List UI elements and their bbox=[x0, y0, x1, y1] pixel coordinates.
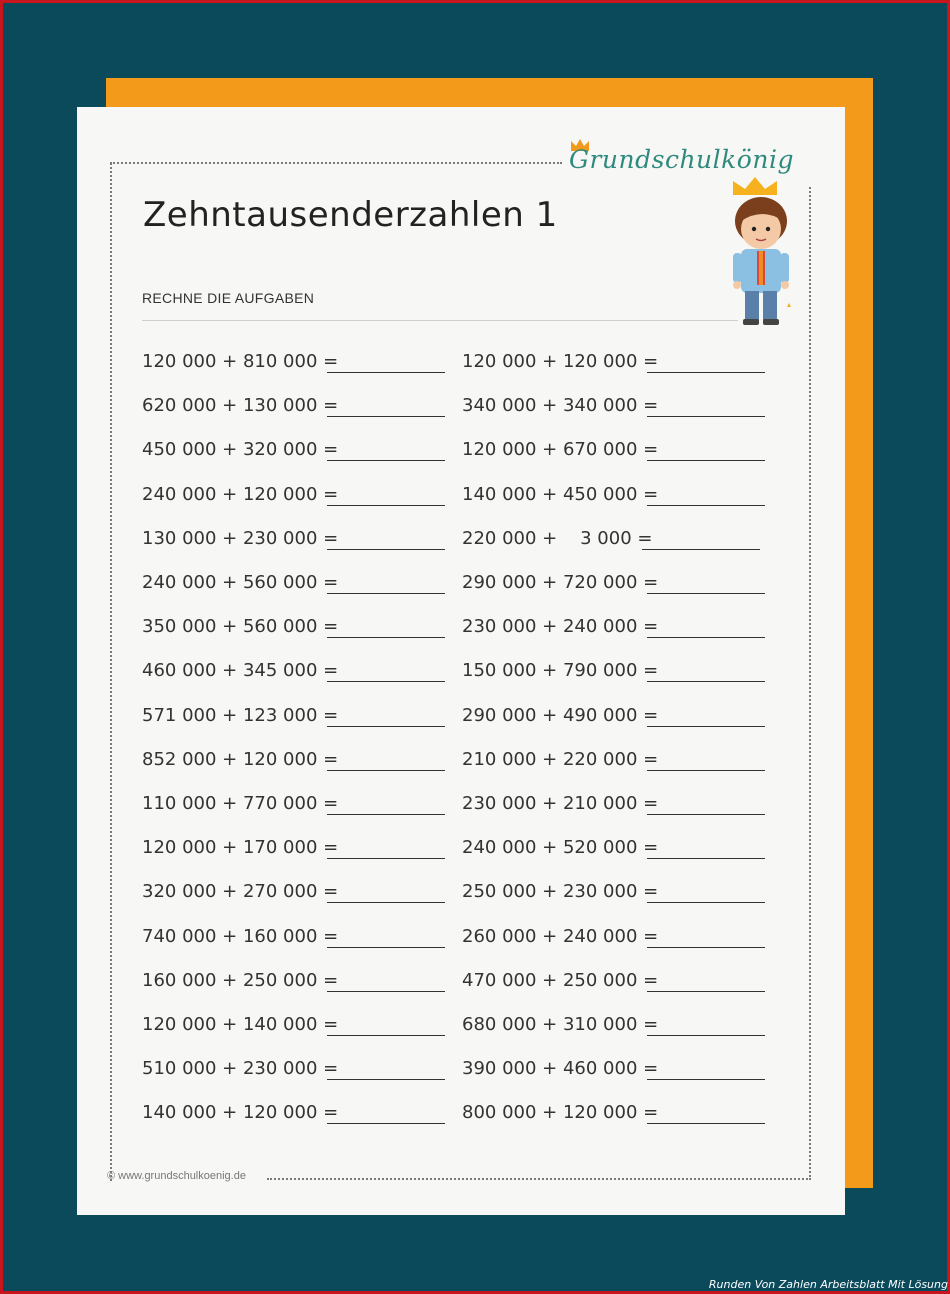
answer-line[interactable] bbox=[647, 902, 765, 903]
worksheet-page bbox=[77, 107, 845, 1215]
exercise-expression: 260 000 + 240 000 = bbox=[462, 926, 659, 947]
exercise-expression: 350 000 + 560 000 = bbox=[142, 616, 339, 637]
exercise-row bbox=[142, 484, 452, 510]
exercise-expression: 120 000 + 140 000 = bbox=[142, 1014, 339, 1035]
exercise-row bbox=[142, 528, 452, 554]
exercise-expression: 120 000 + 120 000 = bbox=[462, 351, 659, 372]
exercise-row bbox=[462, 439, 772, 465]
exercise-row bbox=[142, 439, 452, 465]
answer-line[interactable] bbox=[647, 593, 765, 594]
answer-line[interactable] bbox=[327, 726, 445, 727]
answer-line[interactable] bbox=[327, 947, 445, 948]
exercise-expression: 120 000 + 670 000 = bbox=[462, 439, 659, 460]
answer-line[interactable] bbox=[647, 681, 765, 682]
answer-line[interactable] bbox=[647, 947, 765, 948]
answer-line[interactable] bbox=[327, 593, 445, 594]
answer-line[interactable] bbox=[647, 505, 765, 506]
exercise-expression: 240 000 + 520 000 = bbox=[462, 837, 659, 858]
exercise-expression: 460 000 + 345 000 = bbox=[142, 660, 339, 681]
exercise-row bbox=[142, 660, 452, 686]
exercise-row bbox=[462, 926, 772, 952]
answer-line[interactable] bbox=[647, 726, 765, 727]
answer-line[interactable] bbox=[647, 1123, 765, 1124]
answer-line[interactable] bbox=[642, 549, 760, 550]
exercise-expression: 470 000 + 250 000 = bbox=[462, 970, 659, 991]
exercise-row bbox=[142, 1102, 452, 1128]
exercise-expression: 210 000 + 220 000 = bbox=[462, 749, 659, 770]
answer-line[interactable] bbox=[327, 1035, 445, 1036]
exercise-row bbox=[462, 705, 772, 731]
answer-line[interactable] bbox=[647, 372, 765, 373]
exercise-expression: 220 000 + 3 000 = bbox=[462, 528, 653, 549]
exercise-expression: 230 000 + 210 000 = bbox=[462, 793, 659, 814]
exercise-expression: 620 000 + 130 000 = bbox=[142, 395, 339, 416]
exercise-expression: 320 000 + 270 000 = bbox=[142, 881, 339, 902]
exercise-row bbox=[142, 926, 452, 952]
exercise-row bbox=[462, 1102, 772, 1128]
answer-line[interactable] bbox=[647, 416, 765, 417]
exercise-row bbox=[142, 749, 452, 775]
exercise-expression: 390 000 + 460 000 = bbox=[462, 1058, 659, 1079]
exercise-row bbox=[462, 793, 772, 819]
answer-line[interactable] bbox=[327, 814, 445, 815]
exercise-expression: 290 000 + 490 000 = bbox=[462, 705, 659, 726]
exercise-expression: 230 000 + 240 000 = bbox=[462, 616, 659, 637]
exercise-expression: 120 000 + 810 000 = bbox=[142, 351, 339, 372]
exercise-row bbox=[142, 970, 452, 996]
exercise-row bbox=[142, 572, 452, 598]
answer-line[interactable] bbox=[647, 1035, 765, 1036]
answer-line[interactable] bbox=[647, 858, 765, 859]
answer-line[interactable] bbox=[327, 902, 445, 903]
exercise-row bbox=[462, 395, 772, 421]
answer-line[interactable] bbox=[327, 549, 445, 550]
dotted-border-right bbox=[809, 187, 811, 1177]
exercise-row bbox=[462, 1014, 772, 1040]
exercise-row bbox=[462, 572, 772, 598]
answer-line[interactable] bbox=[647, 1079, 765, 1080]
brand-logo: Grundschulkönig bbox=[569, 145, 794, 174]
answer-line[interactable] bbox=[327, 681, 445, 682]
exercise-row bbox=[462, 837, 772, 863]
exercise-row bbox=[462, 484, 772, 510]
exercise-row bbox=[142, 705, 452, 731]
header-divider bbox=[142, 320, 738, 321]
answer-line[interactable] bbox=[327, 858, 445, 859]
exercise-expression: 680 000 + 310 000 = bbox=[462, 1014, 659, 1035]
exercise-expression: 160 000 + 250 000 = bbox=[142, 970, 339, 991]
exercise-expression: 140 000 + 120 000 = bbox=[142, 1102, 339, 1123]
watermark-caption: Runden Von Zahlen Arbeitsblatt Mit Lösung bbox=[708, 1278, 948, 1291]
exercise-row bbox=[462, 660, 772, 686]
answer-line[interactable] bbox=[647, 814, 765, 815]
answer-line[interactable] bbox=[647, 460, 765, 461]
instruction-text: RECHNE DIE AUFGABEN bbox=[142, 290, 315, 306]
exercise-row bbox=[462, 970, 772, 996]
exercise-expression: 290 000 + 720 000 = bbox=[462, 572, 659, 593]
answer-line[interactable] bbox=[647, 770, 765, 771]
exercise-expression: 800 000 + 120 000 = bbox=[462, 1102, 659, 1123]
exercise-expression: 250 000 + 230 000 = bbox=[462, 881, 659, 902]
exercise-row bbox=[142, 881, 452, 907]
exercise-row bbox=[142, 395, 452, 421]
answer-line[interactable] bbox=[327, 460, 445, 461]
boy-mascot-icon bbox=[723, 177, 803, 327]
exercise-row bbox=[462, 616, 772, 642]
exercise-row bbox=[462, 351, 772, 377]
answer-line[interactable] bbox=[327, 1123, 445, 1124]
answer-line[interactable] bbox=[327, 505, 445, 506]
exercise-expression: 120 000 + 170 000 = bbox=[142, 837, 339, 858]
exercise-expression: 571 000 + 123 000 = bbox=[142, 705, 339, 726]
exercise-row bbox=[142, 1014, 452, 1040]
dotted-border-bottom bbox=[267, 1178, 811, 1180]
exercise-expression: 852 000 + 120 000 = bbox=[142, 749, 339, 770]
answer-line[interactable] bbox=[327, 770, 445, 771]
exercise-row bbox=[142, 1058, 452, 1084]
exercise-row bbox=[142, 616, 452, 642]
exercise-expression: 340 000 + 340 000 = bbox=[462, 395, 659, 416]
dotted-border-top bbox=[110, 162, 562, 164]
exercise-row bbox=[142, 351, 452, 377]
exercise-expression: 110 000 + 770 000 = bbox=[142, 793, 339, 814]
exercise-row bbox=[462, 528, 772, 554]
exercise-expression: 510 000 + 230 000 = bbox=[142, 1058, 339, 1079]
answer-line[interactable] bbox=[327, 1079, 445, 1080]
answer-line[interactable] bbox=[647, 991, 765, 992]
answer-line[interactable] bbox=[327, 372, 445, 373]
exercise-expression: 150 000 + 790 000 = bbox=[462, 660, 659, 681]
exercise-row bbox=[142, 837, 452, 863]
exercise-expression: 740 000 + 160 000 = bbox=[142, 926, 339, 947]
footer-url: © www.grundschulkoenig.de bbox=[107, 1170, 246, 1182]
exercise-expression: 450 000 + 320 000 = bbox=[142, 439, 339, 460]
answer-line[interactable] bbox=[327, 416, 445, 417]
exercise-expression: 140 000 + 450 000 = bbox=[462, 484, 659, 505]
exercise-row bbox=[462, 1058, 772, 1084]
answer-line[interactable] bbox=[327, 637, 445, 638]
dotted-border-left bbox=[110, 163, 112, 1181]
exercise-row bbox=[462, 881, 772, 907]
exercise-row bbox=[462, 749, 772, 775]
answer-line[interactable] bbox=[647, 637, 765, 638]
answer-line[interactable] bbox=[327, 991, 445, 992]
exercise-expression: 240 000 + 120 000 = bbox=[142, 484, 339, 505]
exercise-expression: 130 000 + 230 000 = bbox=[142, 528, 339, 549]
exercise-expression: 240 000 + 560 000 = bbox=[142, 572, 339, 593]
exercise-row bbox=[142, 793, 452, 819]
page-title: Zehntausenderzahlen 1 bbox=[143, 195, 558, 235]
